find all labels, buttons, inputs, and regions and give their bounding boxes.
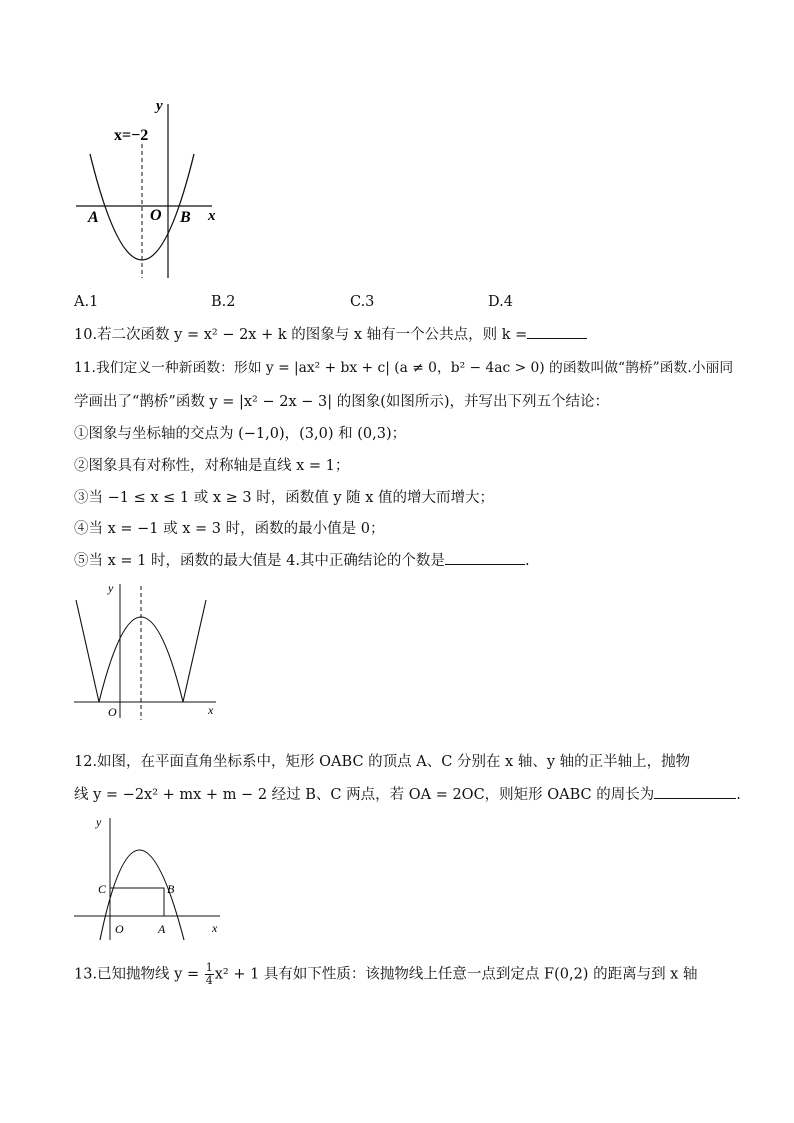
x-axis-label: x <box>212 921 218 935</box>
x-axis-label: x <box>208 703 214 717</box>
bridge-curve-left <box>76 600 99 702</box>
conclusion-4: ④当 x = −1 或 x = 3 时，函数的最小值是 0； <box>74 521 385 537</box>
question-10 <box>74 324 587 345</box>
y-axis-label: y <box>108 581 114 595</box>
conclusion-5-end: . <box>524 553 530 569</box>
question-11-line1: 11.我们定义一种新函数：形如 y = |ax² + bx + c| (a ≠ 0，b² − 4ac > 0) 的函数叫做“鹊桥”函数.小丽同 <box>74 360 734 376</box>
question-10-text: 10.若二次函数 y = x² − 2x + k 的图象与 x 轴有一个公共点，则 k = <box>74 327 528 343</box>
question-13 <box>74 962 697 987</box>
figure-q12-rectangle-parabola <box>70 812 230 944</box>
question-12-end: . <box>736 787 741 803</box>
conclusion-5 <box>74 550 530 571</box>
rectangle-OABC <box>110 888 164 916</box>
answer-blank-10 <box>527 324 587 339</box>
option-a: A.1 <box>74 294 99 310</box>
question-12-line1: 12.如图，在平面直角坐标系中，矩形 OABC 的顶点 A、C 分别在 x 轴、y 轴的正半轴上，抛物 <box>74 754 691 770</box>
origin-label: O <box>108 705 117 719</box>
fraction-denominator: 4 <box>205 974 213 987</box>
conclusion-5-text: ⑤当 x = 1 时，函数的最大值是 4.其中正确结论的个数是 <box>74 553 445 569</box>
figure-q11-bridge-function <box>70 578 230 720</box>
fraction-one-quarter <box>205 962 214 987</box>
origin-label: O <box>115 922 124 936</box>
question-11-line2: 学画出了“鹊桥”函数 y = |x² − 2x − 3| 的图象(如图所示)，并写出下列五个结论： <box>74 394 610 410</box>
question-12-line2 <box>74 784 741 805</box>
answer-blank-11 <box>445 550 525 565</box>
conclusion-2: ②图象具有对称性，对称轴是直线 x = 1； <box>74 458 350 474</box>
question-12-text: 线 y = −2x² + mx + m − 2 经过 B、C 两点，若 OA = 2OC，则矩形 OABC 的周长为 <box>74 787 655 803</box>
figure-q9-parabola <box>72 92 232 288</box>
x-axis-label: x <box>208 208 216 224</box>
point-B-label: B <box>180 209 191 226</box>
point-B-label: B <box>167 882 175 896</box>
y-axis-label: y <box>156 98 163 114</box>
conclusion-3: ③当 −1 ≤ x ≤ 1 或 x ≥ 3 时，函数值 y 随 x 值的增大而增大； <box>74 490 495 506</box>
conclusion-1: ①图象与坐标轴的交点为 (−1,0)，(3,0) 和 (0,3)； <box>74 426 407 442</box>
answer-blank-12 <box>654 784 736 799</box>
option-c: C.3 <box>350 294 375 310</box>
option-b: B.2 <box>211 294 236 310</box>
bridge-curve-right <box>183 600 206 702</box>
point-A-label: A <box>158 922 166 936</box>
option-d: D.4 <box>488 294 513 310</box>
question-13-prefix: 13.已知抛物线 y = <box>74 966 200 983</box>
fraction-numerator: 1 <box>205 961 213 974</box>
question-13-suffix: x² + 1 具有如下性质：该抛物线上任意一点到定点 F(0,2) 的距离与到 x 轴 <box>214 966 698 983</box>
point-A-label: A <box>88 209 99 226</box>
origin-label: O <box>150 207 162 224</box>
y-axis-label: y <box>96 815 102 829</box>
symmetry-label: x=−2 <box>114 127 149 144</box>
point-C-label: C <box>98 882 107 896</box>
